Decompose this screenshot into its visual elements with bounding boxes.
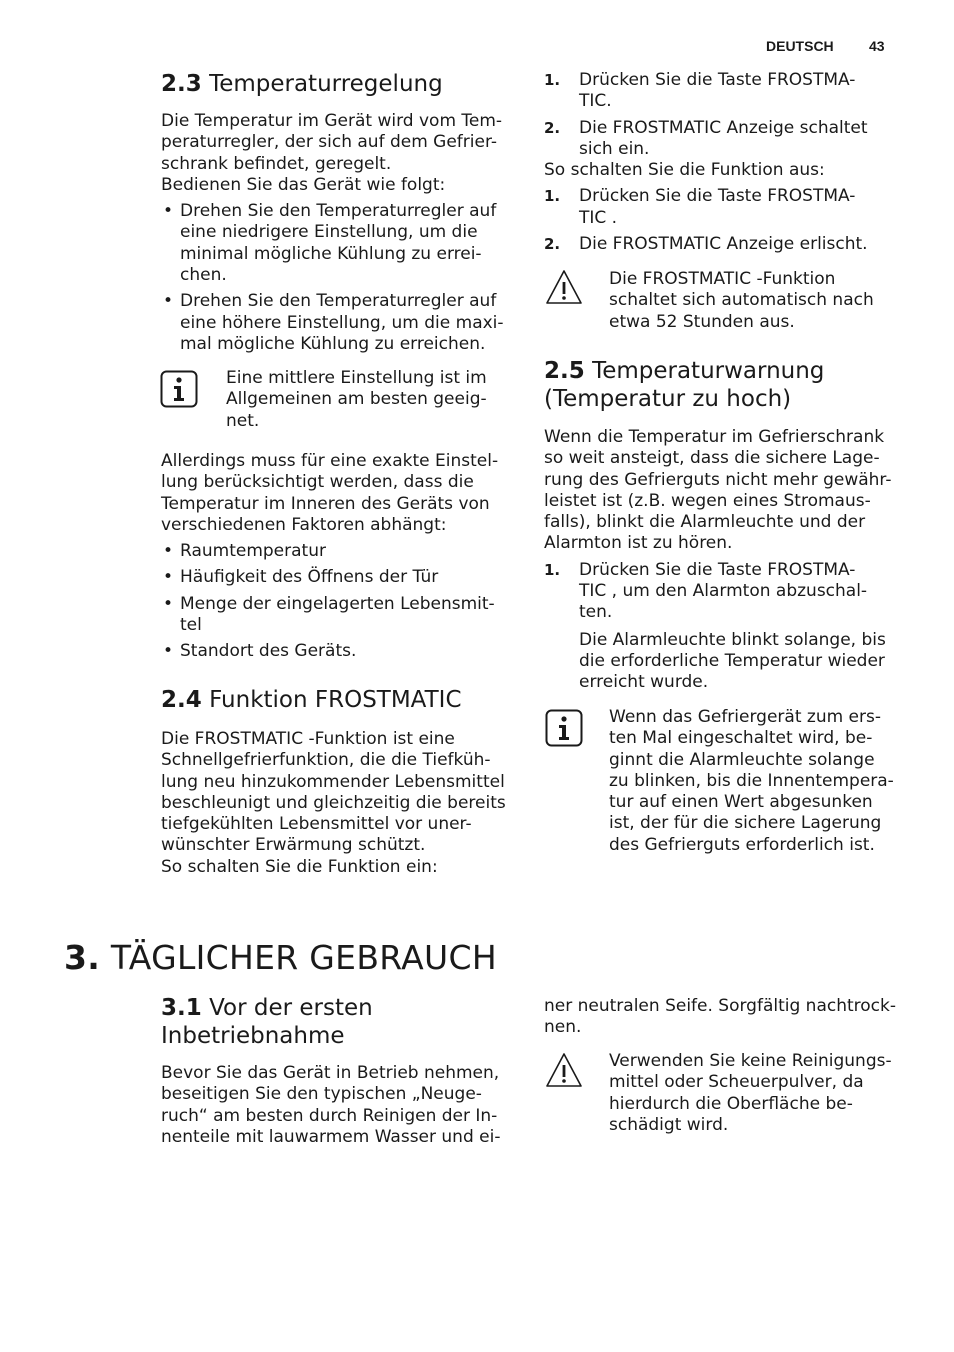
paragraph: Allerdings muss für eine exakte Einstel- lung berücksichtigt werden, dass die Temperatur im Inneren des Geräts von verschiedenen Faktoren abhängt: (161, 451, 499, 535)
list-item: 2. Die FROSTMATIC Anzeige schaltet sich ein. (544, 117, 868, 159)
list-item: • Drehen Sie den Temperaturregler auf eine niedrigere Einstellung, um die minimal mögliche Kühlung zu errei- chen. (163, 201, 497, 286)
list-item: • Häufigkeit des Öffnens der Tür (163, 567, 439, 588)
chapter-title: 3. TÄGLICHER GEBRAUCH (64, 938, 497, 977)
list-item: • Raumtemperatur (163, 541, 326, 562)
step-detail: Die Alarmleuchte blinkt solange, bis die erforderliche Temperatur wieder erreicht wurde. (579, 629, 886, 693)
list-item: 1. Drücken Sie die Taste FROSTMA- TIC , um den Alarmton abzuschal- ten. (544, 559, 868, 623)
warning-note: Verwenden Sie keine Reinigungs- mittel oder Scheuerpulver, da hierdurch die Oberfläche be- schädigt wird. (609, 1051, 892, 1135)
warning-note: Die FROSTMATIC -Funktion schaltet sich automatisch nach etwa 52 Stunden aus. (609, 269, 874, 332)
section-2-3 (161, 70, 513, 355)
header-language: DEUTSCH (766, 38, 834, 54)
section-heading: 2.3 Temperaturregelung (161, 71, 443, 97)
warning-icon (545, 1051, 583, 1089)
intro-paragraph: Die Temperatur im Gerät wird vom Tem- peraturregler, der sich auf dem Gefrier- schrank befindet, geregelt. Bedienen Sie das Gerät wie folgt: (161, 111, 503, 195)
list-item: • Drehen Sie den Temperaturregler auf eine höhere Einstellung, um die maxi- mal mögliche Kühlung zu erreichen. (163, 291, 504, 354)
paragraph: Bevor Sie das Gerät in Betrieb nehmen, beseitigen Sie den typischen „Neuge- ruch“ am besten durch Reinigen der In- nenteile mit lauwarmem Wasser und ei- (161, 1063, 501, 1147)
section-heading: 3.1 Vor der ersten Inbetriebnahme (161, 995, 373, 1049)
list-item: • Standort des Geräts. (163, 641, 357, 662)
info-note: Eine mittlere Einstellung ist im Allgemeinen am besten geeig- net. (226, 368, 487, 431)
paragraph: Wenn die Temperatur im Gefrierschrank so weit ansteigt, dass die sichere Lage- rung des Gefrierguts nicht mehr gewähr- leistet ist (z.B. wegen eines Stromaus- falls), blinkt die Alarmleuchte und der Alarmton ist zu hören. (544, 427, 892, 554)
paragraph: Die FROSTMATIC -Funktion ist eine Schnellgefrierfunktion, die die Tiefküh- lung neu hinzukommender Lebensmittel beschleunigt und gleichzeitig die bereits tiefgekühlten Lebensmittel vor uner- wünschter Erwärmung schützt. So schalten Sie die Funktion ein: (161, 729, 506, 877)
info-icon (160, 370, 198, 408)
info-icon (545, 709, 583, 747)
list-item: • Menge der eingelagerten Lebensmit- tel (163, 593, 495, 636)
list-item: 1. Drücken Sie die Taste FROSTMA- TIC . (544, 186, 856, 228)
warning-icon (545, 268, 583, 306)
factors-block (161, 451, 513, 663)
list-item: 1. Drücken Sie die Taste FROSTMA- TIC. (544, 70, 856, 112)
section-3-1 (161, 994, 513, 1148)
section-2-5 (544, 357, 899, 694)
section-heading: 2.5 Temperaturwarnung (Temperatur zu hoch) (544, 358, 825, 412)
info-note: Wenn das Gefriergerät zum ers- ten Mal eingeschaltet wird, be- ginnt die Alarmleuchte solange zu blinken, bis die Innentempera- tur auf einen Wert abgesunken ist, der für die sichere Lagerung des Gefrierguts erforderlich ist. (609, 707, 894, 855)
paragraph: So schalten Sie die Funktion aus: (544, 160, 825, 181)
section-2-4 (161, 686, 513, 878)
section-heading: 2.4 Funktion FROSTMATIC (161, 687, 462, 713)
frostmatic-steps (544, 66, 899, 255)
list-item: 2. Die FROSTMATIC Anzeige erlischt. (544, 234, 868, 255)
page-number: 43 (869, 38, 885, 54)
paragraph-continued: ner neutralen Seife. Sorgfältig nachtrock- nen. (544, 996, 896, 1038)
